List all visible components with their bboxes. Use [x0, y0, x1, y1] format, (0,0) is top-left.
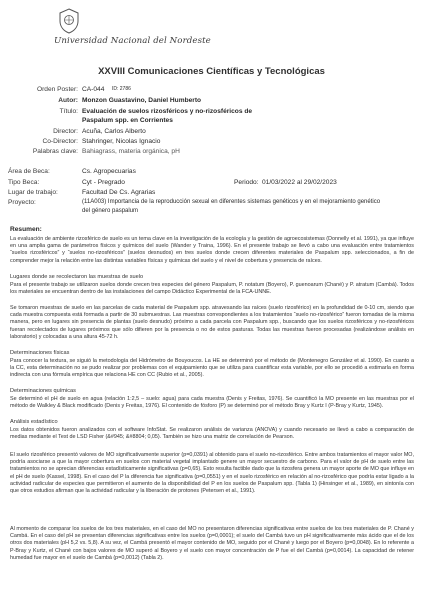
period-label: Periodo:	[234, 179, 259, 186]
chemical-paragraph: Se determinó el pH de suelo en agua (relación 1:2,5 – suelo: agua) para cada muestra (Denis y Freitas, 1976). Se cuantificó la MO presente en las muestras por el método de Walkley & Black modificado (Denis y Freitas, 1976). El contenido de fósforo (P) se determinó por el método Bray y Kurtz I (P-Bray y Kurtz, 1945).	[10, 396, 414, 410]
stats-heading: Análisis estadístico	[10, 419, 58, 425]
event-title: XXVIII Comunicaciones Científicas y Tecnológicas	[98, 66, 325, 77]
university-name: Universidad Nacional del Nordeste	[54, 36, 211, 46]
codirector-label: Co-Director:	[42, 138, 78, 145]
order-label: Orden Poster:	[36, 86, 78, 93]
results-paragraph-2: Al momento de comparar los suelos de los tres materiales, en el caso del MO no presentaron diferencias significativas entre suelos de los tres materiales de P. Chané y Cambá. En el caso del pH se presentan diferencias significativas entre los suelos (p=0,0001); el suelo del Cambá tuvo un pH significativamente más ácido que el de los otros dos materiales (pH 5,2 vs. 5,8). A su vez, el Cambá presentó el mayor contenido de MO, seguido por el Chané y luego por el Boyero (p=0,0048). En lo referente a P-Bray y Kurtz, el Chané con bajos valores de MO superó al Boyero y el suelo con mayor concentración de P fue el del Cambá (p=0,0014). La capacidad de retener humedad fue mayor en el suelo de Cambá (p=0,0012) (Tabla 2).	[10, 526, 414, 561]
materials-heading: Lugares donde se recolectaron las muestras de suelo	[10, 274, 144, 280]
physical-paragraph: Para conocer la textura, se siguió la metodología del Hidrómetro de Bouyoucos. La HE se determinó por el método de (Montenegro González et al. 1990). En cuanto a la CC, esta determinación no se pudo realizar por problemas con el equipamiento que se utiliza para cuantificar esta variable, por ello se procedió a estimarla en forma indirecta con una fórmula empírica que relaciona HE con CC (Rubio et al., 2005).	[10, 358, 414, 379]
order-value: CA-044	[82, 86, 105, 93]
type-label: Tipo Beca:	[8, 179, 40, 186]
title-line-1: Evaluación de suelos rizosféricos y no-rizosféricos de	[82, 108, 253, 115]
project-label: Proyecto:	[8, 199, 36, 206]
materials-paragraph-2: Se tomaron muestras de suelo en las parcelas de cada material de Paspalum spp. atravesando las raíces (suelo rizosférico) en la profundidad de 0-10 cm, siendo que cada muestra compuesta está formada a partir de 30 submuestras. Las muestras correspondientes a los tratamientos “suelo no-rizosférico” fueron tomadas de la misma manera, pero en lugares sin presencia de plantas (suelo desnudo) próximo a cada parcela con Paspalum spp., buscando que los suelos rizosféricos y no-rizosféricos fueran recolectados de lugares próximos que sólo difieren por la presencia o no de estos pasturas. Todas las muestras fueron procesadas (realizándose análisis en laboratorio) y colocadas a una altura 45-72 h.	[10, 305, 414, 340]
poster-id: ID: 2786	[112, 86, 131, 92]
author-label: Autor:	[58, 97, 78, 104]
keywords-label: Palabras clave:	[32, 148, 78, 155]
author-value: Monzon Guastavino, Daniel Humberto	[82, 97, 202, 104]
workplace-value: Facultad De Cs. Agrarias	[82, 189, 156, 196]
keywords-value: Bahiagrass, materia orgánica, pH	[82, 148, 180, 155]
project-line-1: (11A003) Importancia de la reproducción sexual en diferentes sistemas genéticos y en el mejoramiento genético	[82, 199, 381, 205]
stats-paragraph: Los datos obtenidos fueron analizados con el software InfoStat. Se realizaron análisis de varianza (ANOVA) y cuando necesario se llevó a cabo a comparación de medias mediante el Test de LSD Fisher (&#945; &#8804; 0,05). También se hizo una matriz de correlación de Pearson.	[10, 427, 414, 441]
summary-paragraph: La evaluación de ambiente rizosférico de suelo es un tema clave en la investigación de la ecología y la gestión de agroecosistemas (Donnelly et al. 1991), ya que influye en una amplia gama de parámetros físicos y químicos del suelo (Wander y Traina, 1996). En el presente trabajo se llevó a cabo una evaluación entre tratamientos “suelos rizosféricos” y “suelos no-rizosféricos” (suelos desnudos) en tres suelos donde crecen diferentes materiales de Paspalum spp. seleccionados, a fin de comprender mejor la relación entre las distintas variables físicas y químicas del suelo y el nivel de cobertura y presencia de raíces.	[10, 236, 414, 264]
title-label: Título:	[59, 108, 78, 115]
workplace-label: Lugar de trabajo:	[8, 189, 58, 196]
period-value: 01/03/2022 al 29/02/2023	[262, 179, 337, 186]
university-seal-icon	[58, 8, 80, 34]
chemical-heading: Determinaciones químicas	[10, 388, 76, 394]
header-logo	[54, 8, 374, 58]
codirector-value: Stahringer, Nicolas Ignacio	[82, 138, 161, 145]
director-value: Acuña, Carlos Alberto	[82, 128, 146, 135]
results-paragraph-1: El suelo rizosférico presentó valores de MO significativamente superior (p=0,0391) al obtenido para el suelo no-rizosférico. Entre ambos tratamientos el mayor valor MO, podría asociarse a que la mayor cobertura en suelos con material vegetal implantado genere un mayor secuestro de carbono. Para el valor de pH de suelo entre las tratamientos no se aprecian diferencias estadísticamente significativas (p=0,65). Esto resulta factible dado que la rizosfera genera un mayor aporte de MO que influye en el pH de suelo (Kassel, 1998). En el caso del P la diferencia fue significativa (p=0,0551) y en el suelo rizosférico en relación al no-rizosférico que podría estar ligado a la actividad radicular de especies que permitieron el aumento de la disponibilidad del P en los suelos de Paspalum spp. (Tabla 1) (Hinsinger et al., 1989), en sintonía con que otros estudios afirman que la actividad radicular y la liberación de protones (Petersen et al., 1991).	[10, 452, 414, 495]
project-line-2: del género paspalum	[82, 208, 139, 214]
area-value: Cs. Agropecuarias	[82, 168, 136, 175]
director-label: Director:	[53, 128, 78, 135]
physical-heading: Determinaciones físicas	[10, 350, 70, 356]
summary-heading: Resumen:	[10, 226, 42, 233]
area-label: Área de Beca:	[8, 168, 50, 175]
title-line-2: Paspalum spp. en Corrientes	[82, 117, 173, 124]
materials-paragraph-1: Para el presente trabajo se utilizaron suelos donde crecen tres especies del género Paspalum, P. notatum (Boyero), P. guenoarum (Chané) y P. atratum (Cambá). Todos los materiales se encuentran dentro de las instalaciones del campo Didáctico Experimental de la FCA-UNNE.	[10, 282, 414, 296]
type-value: Cyt - Pregrado	[82, 179, 125, 186]
